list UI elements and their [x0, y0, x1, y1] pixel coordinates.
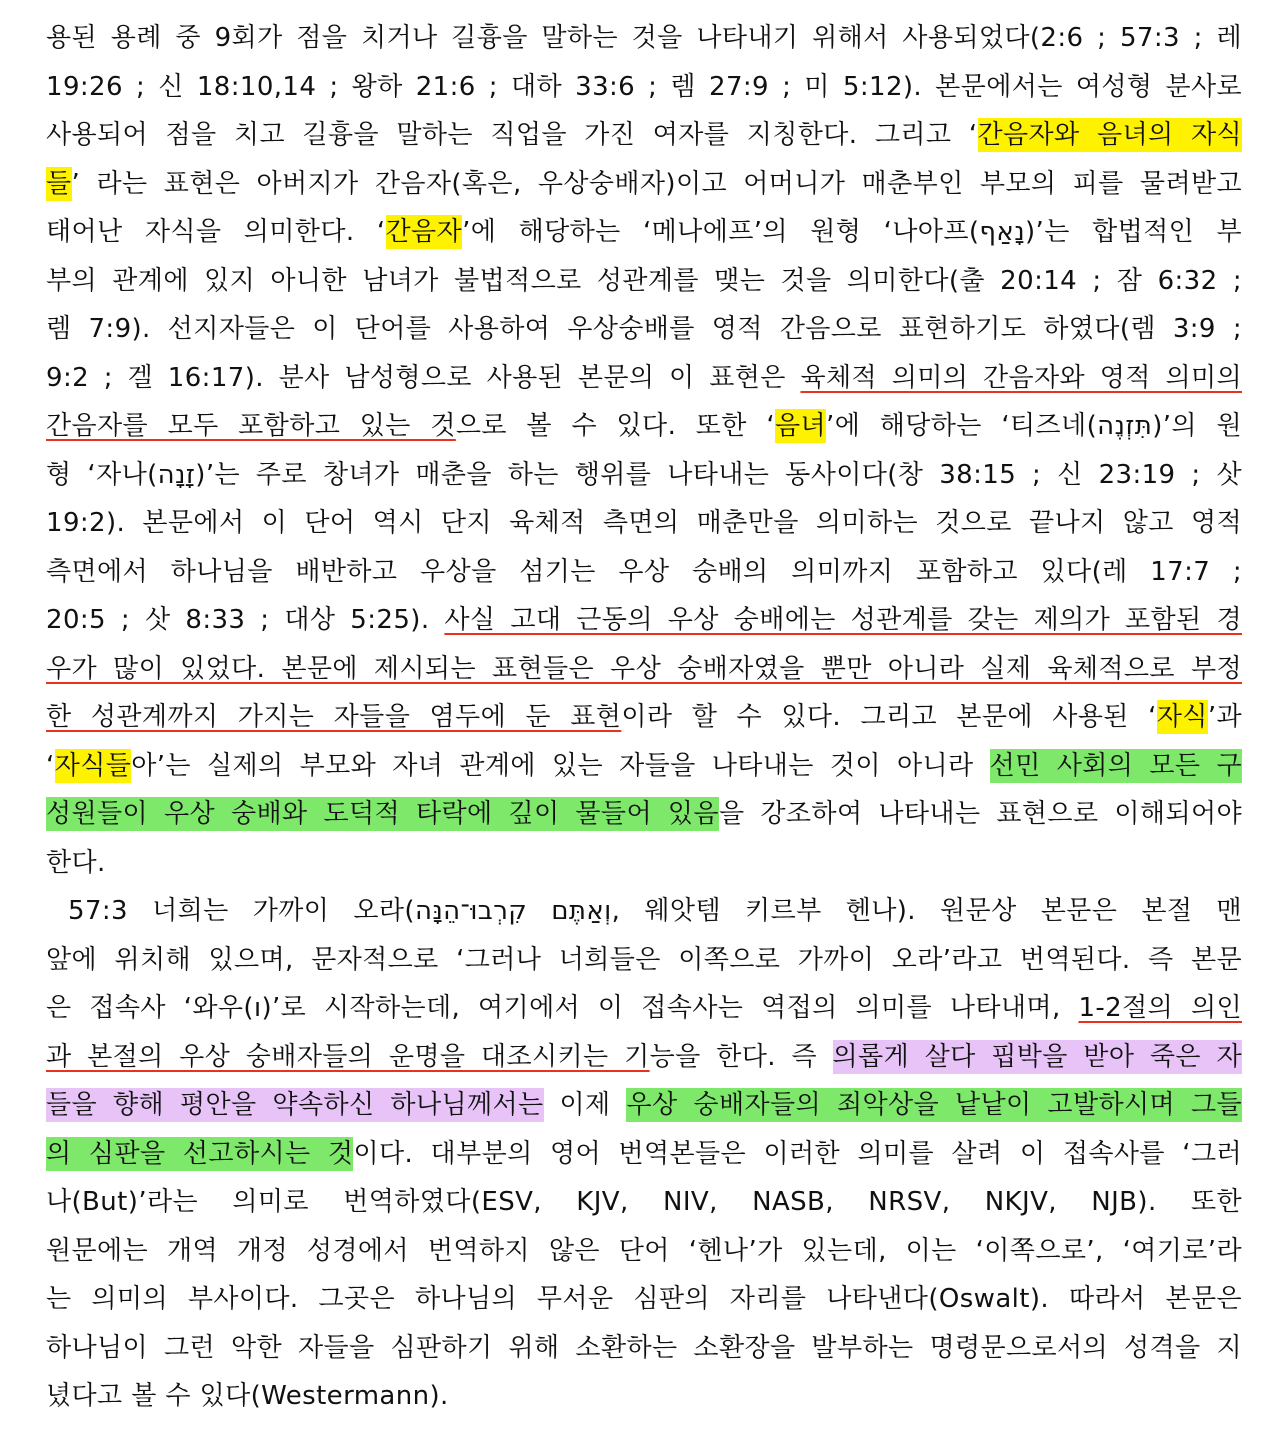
text-line	[46, 111, 1242, 160]
text-line	[46, 1033, 1242, 1082]
text-line	[46, 257, 1242, 306]
text-line	[46, 839, 1242, 888]
text-segment: 부의 관계에 있지 아니한 남녀가 불법적으로 성관계를 맺는 것을 의미한다(출 20:14 ; 잠 6:32 ;	[46, 265, 1242, 296]
text-line	[46, 160, 1242, 209]
text-line	[46, 14, 1242, 63]
text-line	[46, 354, 1242, 403]
yellow-highlight: 간음자와 음녀의 자식	[977, 120, 1242, 150]
purple-highlight: 들을 향해 평안을 약속하신 하나님께서는	[46, 1090, 544, 1120]
text-segment: 57:3 너희는 가까이 오라(וְאַתֶּם קִרְבוּ־הֵנָּה, 웨앗템 키르부 헨나). 원문상 본문은 본절 맨	[68, 896, 1242, 926]
text-segment: 형 ‘자나(זָנָה)’는 주로 창녀가 매춘을 하는 행위를 나타내는 동사이다(창 38:15 ; 신 23:19 ; 삿	[46, 459, 1242, 490]
red-underline: 한 성관계까지 가지는 자들을 염두에 둔 표현	[46, 702, 622, 732]
text-segment: 이제	[543, 1090, 627, 1120]
text-line	[46, 984, 1242, 1033]
red-underline: 사실 고대 근동의 우상 숭배에는 성관계를 갖는 제의가 포함된 경	[444, 605, 1242, 635]
yellow-highlight: 자식들	[54, 750, 132, 781]
text-segment: 렘 7:9). 선지자들은 이 단어를 사용하여 우상숭배를 영적 간음으로 표현하기도 하였다(렘 3:9 ;	[46, 314, 1242, 344]
green-highlight: 우상 숭배자들의 죄악상을 낱낱이 고발하시며 그들	[626, 1090, 1242, 1120]
text-line	[46, 596, 1242, 645]
text-segment: 하나님이 그런 악한 자들을 심판하기 위해 소환하는 소환장을 발부하는 명령문으로서의 성격을 지	[46, 1332, 1242, 1363]
text-segment: 9:2 ; 겔 16:17). 분사 남성형으로 사용된 본문의 이 표현은	[46, 362, 801, 393]
text-segment: 으로 볼 수 있다. 또한 ‘	[455, 411, 775, 441]
text-segment: 녔다고 볼 수 있다(Westermann).	[46, 1381, 449, 1411]
yellow-highlight: 들	[46, 168, 72, 199]
text-segment: 19:2). 본문에서 이 단어 역시 단지 육체적 측면의 매춘만을 의미하는 것으로 끝나지 않고 영적	[46, 508, 1242, 538]
yellow-highlight: 음녀	[775, 411, 827, 441]
text-line	[46, 1324, 1242, 1373]
text-line	[46, 887, 1242, 936]
text-segment: 능을 한다. 즉	[649, 1041, 833, 1072]
text-segment: 20:5 ; 삿 8:33 ; 대상 5:25).	[46, 605, 445, 635]
text-segment: 은 접속사 ‘와우(ו)’로 시작하는데, 여기에서 이 접속사는 역접의 의미를 나타내며,	[46, 993, 1079, 1023]
red-underline: 1-2절의 의인	[1078, 993, 1242, 1023]
text-line	[46, 63, 1242, 112]
text-line	[46, 208, 1242, 257]
text-segment: ‘	[46, 750, 55, 781]
text-segment: 을 강조하여 나타내는 표현으로 이해되어야	[718, 799, 1242, 829]
text-segment: ’에 해당하는 ‘티즈네(תִּזְנֶה)’의 원	[826, 411, 1242, 441]
green-highlight: 의 심판을 선고하시는 것	[46, 1138, 354, 1169]
purple-highlight: 의롭게 살다 핍박을 받아 죽은 자	[832, 1041, 1242, 1072]
text-line	[46, 790, 1242, 839]
text-segment: 사용되어 점을 치고 길흉을 말하는 직업을 가진 여자를 지칭한다. 그리고 ‘	[46, 120, 978, 150]
red-underline: 과 본절의 우상 숭배자들의 운명을 대조시키는 기	[46, 1041, 650, 1072]
text-line	[46, 645, 1242, 694]
text-segment: 나(But)’라는 의미로 번역하였다(ESV, KJV, NIV, NASB, NRSV, NKJV, NJB). 또한	[46, 1187, 1242, 1217]
text-line	[46, 1178, 1242, 1227]
text-segment: ’과	[1207, 702, 1242, 732]
red-underline: 육체적 의미의 간음자와 영적 의미의	[800, 362, 1242, 393]
text-line	[46, 1227, 1242, 1276]
text-segment: 측면에서 하나님을 배반하고 우상을 섬기는 우상 숭배의 의미까지 포함하고 있다(레 17:7 ;	[46, 556, 1242, 587]
text-line	[46, 451, 1242, 500]
text-segment: 이라 할 수 있다. 그리고 본문에 사용된 ‘	[621, 702, 1157, 732]
text-segment: 태어난 자식을 의미한다. ‘	[46, 217, 386, 247]
text-line	[46, 693, 1242, 742]
red-underline: 우가 많이 있었다. 본문에 제시되는 표현들은 우상 숭배자였을 뿐만 아니라 실제 육체적으로 부정	[46, 653, 1242, 684]
text-segment: ’에 해당하는 ‘메나에프’의 원형 ‘나아프(נָאַף)’는 합법적인 부	[462, 217, 1242, 247]
text-segment: 아’는 실제의 부모와 자녀 관계에 있는 자들을 나타내는 것이 아니라	[131, 750, 990, 781]
text-segment: 한다.	[46, 847, 106, 878]
text-segment: 원문에는 개역 개정 성경에서 번역하지 않은 단어 ‘헨나’가 있는데, 이는 ‘이쪽으로’, ‘여기로’라	[46, 1235, 1242, 1266]
text-segment: 용된 용례 중 9회가 점을 치거나 길흉을 말하는 것을 나타내기 위해서 사용되었다(2:6 ; 57:3 ; 레	[46, 23, 1242, 53]
text-line	[46, 305, 1242, 354]
yellow-highlight: 간음자	[385, 217, 463, 247]
green-highlight: 선민 사회의 모든 구	[989, 750, 1242, 781]
text-line	[46, 499, 1242, 548]
commentary-page	[46, 14, 1242, 1421]
green-highlight: 성원들이 우상 숭배와 도덕적 타락에 깊이 물들어 있음	[46, 799, 719, 829]
text-line	[46, 742, 1242, 791]
text-line	[46, 548, 1242, 597]
text-line	[46, 1372, 1242, 1421]
text-line	[46, 1130, 1242, 1179]
text-line	[46, 1081, 1242, 1130]
text-segment: 는 의미의 부사이다. 그곳은 하나님의 무서운 심판의 자리를 나타낸다(Oswalt). 따라서 본문은	[46, 1284, 1242, 1314]
text-segment: 앞에 위치해 있으며, 문자적으로 ‘그러나 너희들은 이쪽으로 가까이 오라’라고 번역된다. 즉 본문	[46, 944, 1242, 975]
text-line	[46, 936, 1242, 985]
text-segment: ’ 라는 표현은 아버지가 간음자(혹은, 우상숭배자)이고 어머니가 매춘부인 부모의 피를 물려받고	[71, 168, 1242, 199]
text-line	[46, 402, 1242, 451]
yellow-highlight: 자식	[1156, 702, 1208, 732]
red-underline: 간음자를 모두 포함하고 있는 것	[46, 411, 456, 441]
text-segment: 19:26 ; 신 18:10,14 ; 왕하 21:6 ; 대하 33:6 ; 렘 27:9 ; 미 5:12). 본문에서는 여성형 분사로	[46, 71, 1242, 102]
text-segment: 이다. 대부분의 영어 번역본들은 이러한 의미를 살려 이 접속사를 ‘그러	[353, 1138, 1242, 1169]
text-line	[46, 1275, 1242, 1324]
